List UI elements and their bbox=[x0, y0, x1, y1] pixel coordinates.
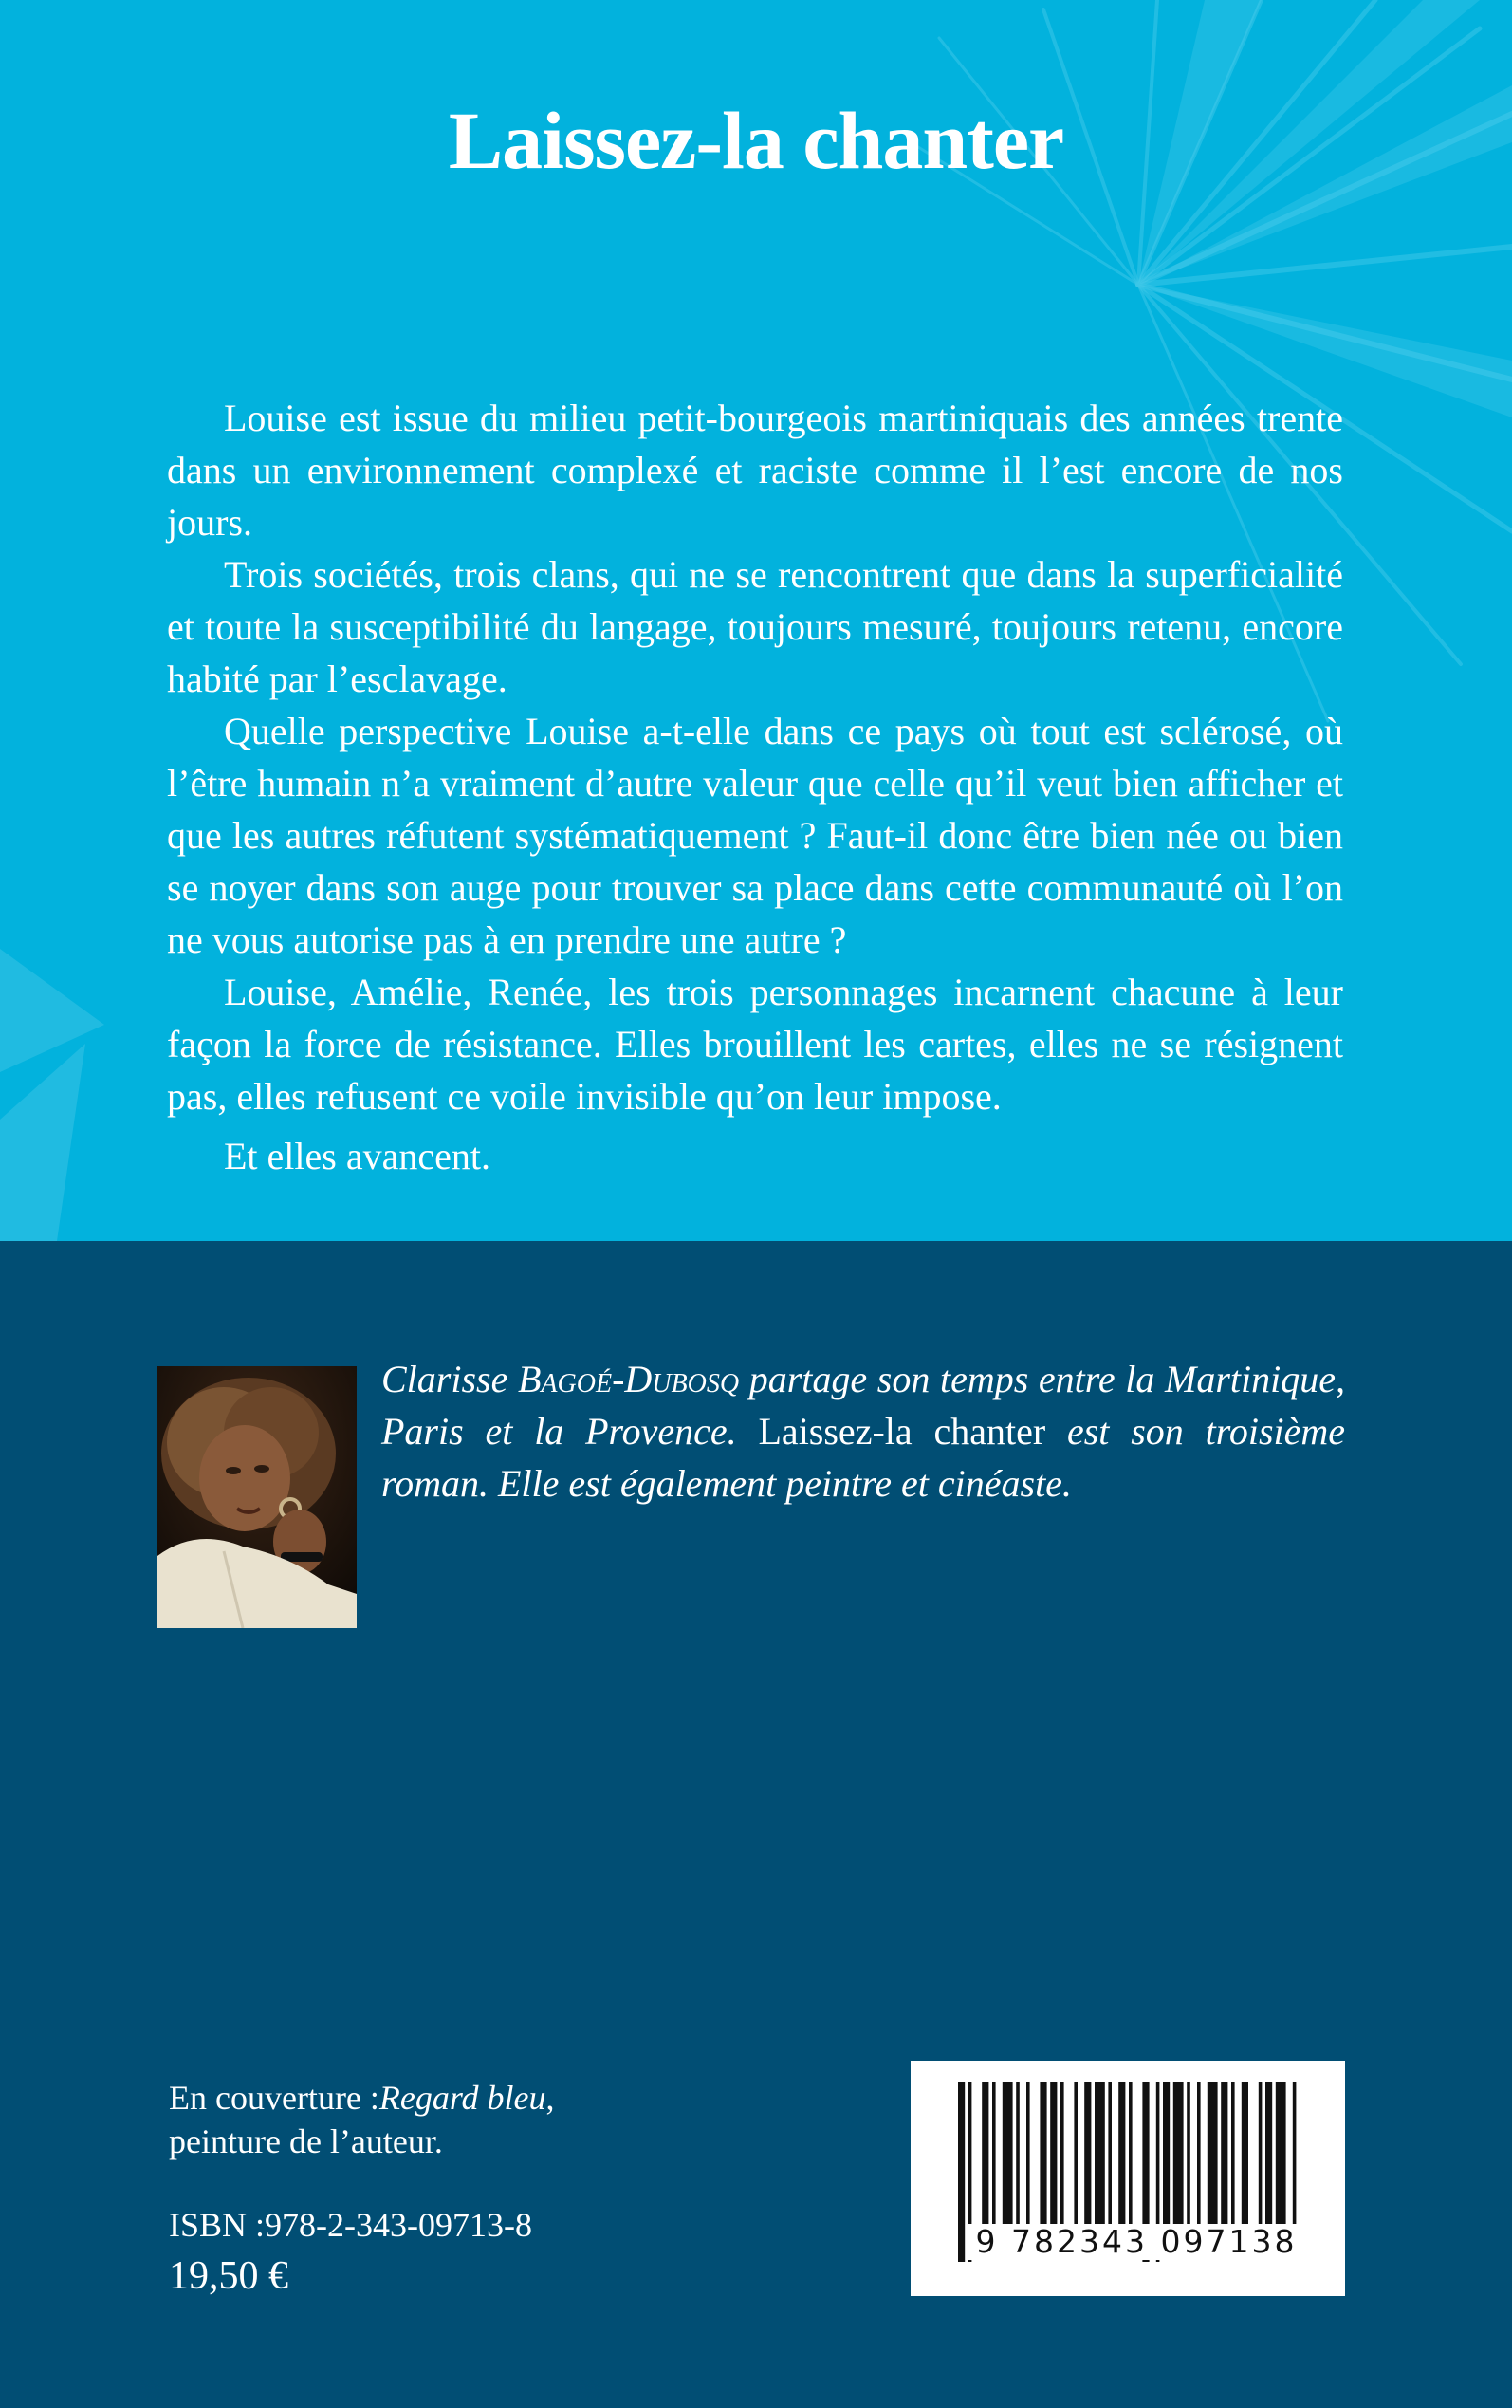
barcode-bar bbox=[958, 2082, 965, 2262]
blurb bbox=[167, 392, 1343, 1182]
barcode-bar bbox=[1242, 2082, 1248, 2224]
blurb-paragraph: Louise est issue du milieu petit-bourgeois martiniquais des années trente dans un environnement complexé et raciste comme il l’est encore de nos jours. bbox=[167, 397, 1343, 544]
barcode-bar bbox=[1265, 2082, 1272, 2224]
credits-line-2: peinture de l’auteur. bbox=[169, 2122, 443, 2160]
barcode-bar bbox=[1129, 2082, 1133, 2224]
barcode-bar bbox=[1050, 2082, 1057, 2224]
credits-prefix: En couverture : bbox=[169, 2079, 379, 2117]
barcode-bar bbox=[1074, 2082, 1078, 2224]
author-first-name: Clarisse bbox=[381, 1358, 508, 1400]
barcode-bar bbox=[1259, 2082, 1263, 2224]
bio-text-part2: est son troisième roman. Elle est également peintre et cinéaste. bbox=[381, 1410, 1346, 1505]
isbn: ISBN :978-2-343-09713-8 bbox=[169, 2206, 532, 2244]
barcode-bar bbox=[1108, 2082, 1112, 2224]
price: 19,50 € bbox=[169, 2254, 288, 2298]
barcode-digits: 9 782343 097138 bbox=[966, 2224, 1307, 2260]
barcode-bar bbox=[1221, 2082, 1227, 2224]
cover-credits bbox=[169, 2076, 738, 2163]
barcode-bar bbox=[1293, 2082, 1297, 2224]
credits-line-1 bbox=[169, 2076, 738, 2120]
bio-text-part1: partage son temps entre la Martinique, Paris et la Provence. bbox=[381, 1358, 1346, 1453]
author-last-name: Bagoé-Dubosq bbox=[518, 1358, 740, 1400]
barcode-bar bbox=[1163, 2082, 1170, 2224]
barcode-bar bbox=[1231, 2082, 1235, 2224]
barcode-bar bbox=[1016, 2082, 1020, 2224]
author-portrait-image bbox=[157, 1366, 357, 1628]
barcode-bar bbox=[1187, 2082, 1190, 2224]
barcode-bar bbox=[1173, 2082, 1184, 2224]
barcode-bar bbox=[1197, 2082, 1201, 2224]
barcode-bar bbox=[1084, 2082, 1091, 2224]
barcode-bar bbox=[1276, 2082, 1286, 2224]
credits-work-title: Regard bleu bbox=[378, 2079, 546, 2117]
blurb-paragraph: Trois sociétés, trois clans, qui ne se rencontrent que dans la superficialité et toute la susceptibilité du langage, toujours mesuré, toujours retenu, encore habité par l’esclavage. bbox=[167, 553, 1343, 700]
author-bio bbox=[381, 1353, 1345, 1510]
bio-book-title: Laissez-la chanter bbox=[758, 1410, 1046, 1453]
book-title: Laissez-la chanter bbox=[448, 95, 1064, 186]
barcode-bar bbox=[1118, 2082, 1125, 2224]
barcode-bar bbox=[1095, 2082, 1105, 2224]
barcode-bar bbox=[1026, 2082, 1030, 2224]
barcode-bar bbox=[992, 2082, 996, 2224]
barcode-bar bbox=[1040, 2082, 1046, 2224]
barcode-bar bbox=[1003, 2082, 1013, 2224]
barcode-bar bbox=[1208, 2082, 1218, 2224]
barcode-bars bbox=[911, 2061, 1345, 2296]
barcode bbox=[911, 2061, 1345, 2296]
blurb-paragraph: Quelle perspective Louise a-t-elle dans ce pays où tout est sclérosé, où l’être humain n’a vraiment d’autre valeur que celle qu’il veut bien afficher et que les autres réfutent systématiquement ? Faut-il donc être bien née ou bien se noyer dans son auge pour trouver sa place dans cette communauté où l’on ne vous autorise pas à en prendre une autre ? bbox=[167, 710, 1343, 961]
credits-suffix: , bbox=[545, 2079, 555, 2117]
blurb-paragraph: Louise, Amélie, Renée, les trois personnages incarnent chacune à leur façon la force de résistance. Elles brouillent les cartes, elles ne se résignent pas, elles refusent ce voile invisible qu’on leur impose. bbox=[167, 971, 1343, 1118]
blurb-paragraph: Et elles avancent. bbox=[224, 1135, 490, 1177]
barcode-bar bbox=[982, 2082, 988, 2224]
barcode-bar bbox=[1060, 2082, 1064, 2224]
author-photo bbox=[157, 1366, 357, 1628]
